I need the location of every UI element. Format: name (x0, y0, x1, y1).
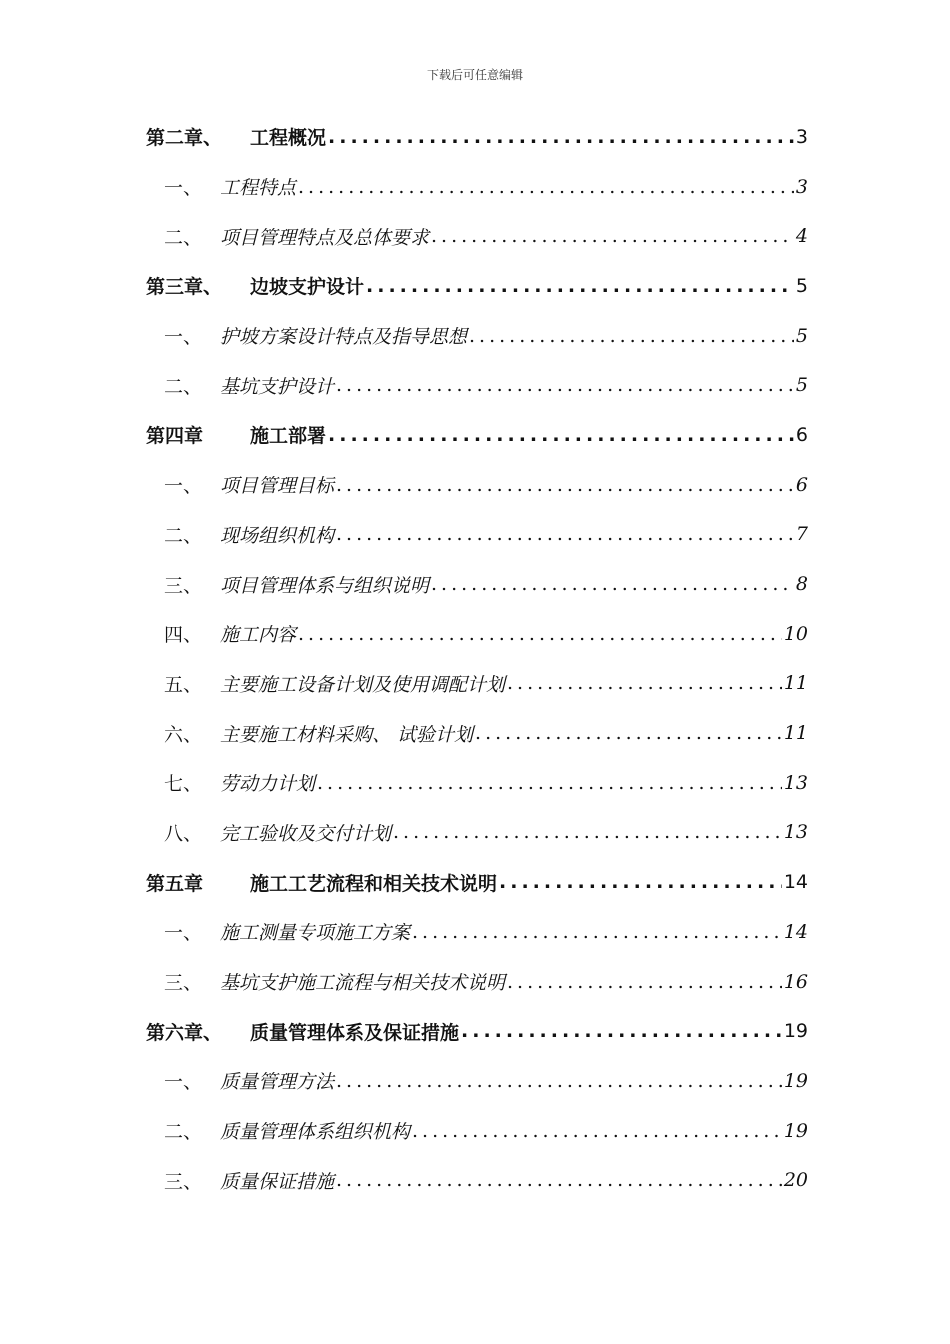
toc-page-number: 10 (783, 622, 808, 645)
toc-dot-leader (336, 474, 794, 496)
toc-section-entry[interactable] (146, 708, 808, 758)
toc-dot-leader (328, 424, 794, 446)
toc-entry-number: 三、 (164, 972, 203, 995)
toc-entry-number: 二、 (164, 375, 203, 398)
toc-entry-title: 主要施工材料采购、 试验计划 (220, 723, 474, 746)
toc-entry-number: 一、 (164, 326, 203, 349)
toc-entry-number: 八、 (164, 822, 203, 845)
toc-section-entry[interactable] (146, 1056, 808, 1106)
toc-dot-leader (317, 772, 782, 794)
toc-dot-leader (475, 722, 782, 744)
toc-chapter-entry[interactable] (146, 261, 808, 311)
toc-entry-title: 现场组织机构 (220, 524, 335, 547)
toc-page-number: 19 (783, 1020, 808, 1043)
toc-entry-number: 第六章、 (146, 1021, 223, 1044)
toc-dot-leader (507, 672, 782, 694)
toc-entry-title: 施工工艺流程和相关技术说明 (250, 872, 498, 895)
toc-dot-leader (366, 275, 794, 297)
toc-entry-number: 四、 (164, 624, 203, 647)
toc-page-number: 19 (783, 1069, 808, 1092)
toc-chapter-entry[interactable] (146, 857, 808, 907)
toc-entry-number: 一、 (164, 475, 203, 498)
toc-dot-leader (431, 225, 794, 247)
toc-page-number: 14 (783, 871, 808, 894)
toc-chapter-entry[interactable] (146, 112, 808, 162)
toc-page-number: 5 (795, 374, 808, 397)
toc-entry-title: 施工部署 (250, 425, 327, 448)
toc-entry-title: 项目管理目标 (220, 475, 335, 498)
toc-page-number: 7 (795, 523, 808, 546)
toc-page-number: 8 (795, 573, 808, 596)
toc-section-entry[interactable] (146, 957, 808, 1007)
toc-entry-title: 质量管理体系组织机构 (220, 1121, 411, 1144)
toc-dot-leader (298, 176, 794, 198)
toc-entry-title: 边坡支护设计 (250, 276, 365, 299)
toc-section-entry[interactable] (146, 1155, 808, 1205)
toc-entry-title: 基坑支护设计 (220, 375, 335, 398)
toc-entry-number: 六、 (164, 723, 203, 746)
toc-section-entry[interactable] (146, 162, 808, 212)
toc-entry-number: 第四章 (146, 425, 204, 448)
toc-page-number: 13 (783, 771, 808, 794)
toc-section-entry[interactable] (146, 609, 808, 659)
toc-page-number: 4 (795, 225, 808, 248)
toc-entry-title: 施工内容 (220, 624, 297, 647)
toc-page-number: 11 (783, 722, 808, 745)
toc-section-entry[interactable] (146, 311, 808, 361)
toc-dot-leader (412, 1120, 782, 1142)
toc-dot-leader (431, 573, 794, 595)
toc-entry-title: 施工测量专项施工方案 (220, 922, 411, 945)
toc-section-entry[interactable] (146, 758, 808, 808)
toc-section-entry[interactable] (146, 1106, 808, 1156)
toc-dot-leader (336, 1070, 782, 1092)
toc-entry-number: 三、 (164, 1170, 203, 1193)
toc-page-number: 6 (795, 473, 808, 496)
toc-dot-leader (461, 1020, 782, 1042)
toc-page-number: 20 (783, 1169, 808, 1192)
toc-entry-number: 一、 (164, 922, 203, 945)
toc-section-entry[interactable] (146, 559, 808, 609)
toc-section-entry[interactable] (146, 907, 808, 957)
toc-dot-leader (469, 325, 794, 347)
toc-entry-title: 劳动力计划 (220, 773, 316, 796)
toc-entry-number: 三、 (164, 574, 203, 597)
toc-page-number: 3 (795, 175, 808, 198)
toc-dot-leader (336, 523, 794, 545)
toc-dot-leader (412, 921, 782, 943)
toc-entry-number: 五、 (164, 673, 203, 696)
toc-section-entry[interactable] (146, 211, 808, 261)
toc-entry-number: 二、 (164, 226, 203, 249)
toc-dot-leader (507, 971, 782, 993)
toc-entry-title: 项目管理体系与组织说明 (220, 574, 430, 597)
toc-entry-title: 基坑支护施工流程与相关技术说明 (220, 972, 506, 995)
toc-entry-title: 质量管理体系及保证措施 (250, 1021, 460, 1044)
toc-entry-title: 质量保证措施 (220, 1170, 335, 1193)
toc-page-number: 5 (795, 324, 808, 347)
toc-entry-title: 质量管理方法 (220, 1071, 335, 1094)
toc-page-number: 3 (795, 125, 808, 148)
toc-entry-title: 项目管理特点及总体要求 (220, 226, 430, 249)
toc-chapter-entry[interactable] (146, 410, 808, 460)
toc-page-number: 11 (783, 672, 808, 695)
toc-section-entry[interactable] (146, 360, 808, 410)
page-header: 下载后可任意编辑 (426, 68, 523, 82)
toc-dot-leader (336, 374, 794, 396)
toc-entry-number: 一、 (164, 177, 203, 200)
toc-entry-number: 七、 (164, 773, 203, 796)
toc-page-number: 19 (783, 1119, 808, 1142)
toc-section-entry[interactable] (146, 460, 808, 510)
toc-dot-leader (499, 871, 782, 893)
toc-entry-number: 第三章、 (146, 276, 223, 299)
toc-page-number: 5 (795, 274, 808, 297)
toc-section-entry[interactable] (146, 659, 808, 709)
toc-dot-leader (393, 821, 782, 843)
table-of-contents (146, 112, 808, 1205)
toc-dot-leader (298, 623, 782, 645)
toc-dot-leader (336, 1169, 782, 1191)
toc-page-number: 6 (795, 423, 808, 446)
toc-entry-number: 二、 (164, 524, 203, 547)
toc-entry-number: 一、 (164, 1071, 203, 1094)
toc-entry-number: 第五章 (146, 872, 204, 895)
toc-entry-number: 二、 (164, 1121, 203, 1144)
toc-dot-leader (328, 126, 794, 148)
toc-entry-title: 完工验收及交付计划 (220, 822, 392, 845)
toc-section-entry[interactable] (146, 510, 808, 560)
toc-entry-number: 第二章、 (146, 127, 223, 150)
toc-page-number: 14 (783, 920, 808, 943)
toc-entry-title: 工程概况 (250, 127, 327, 150)
toc-entry-title: 护坡方案设计特点及指导思想 (220, 326, 468, 349)
toc-chapter-entry[interactable] (146, 1006, 808, 1056)
toc-entry-title: 主要施工设备计划及使用调配计划 (220, 673, 506, 696)
toc-entry-title: 工程特点 (220, 177, 297, 200)
toc-section-entry[interactable] (146, 808, 808, 858)
toc-page-number: 13 (783, 821, 808, 844)
toc-page-number: 16 (783, 970, 808, 993)
